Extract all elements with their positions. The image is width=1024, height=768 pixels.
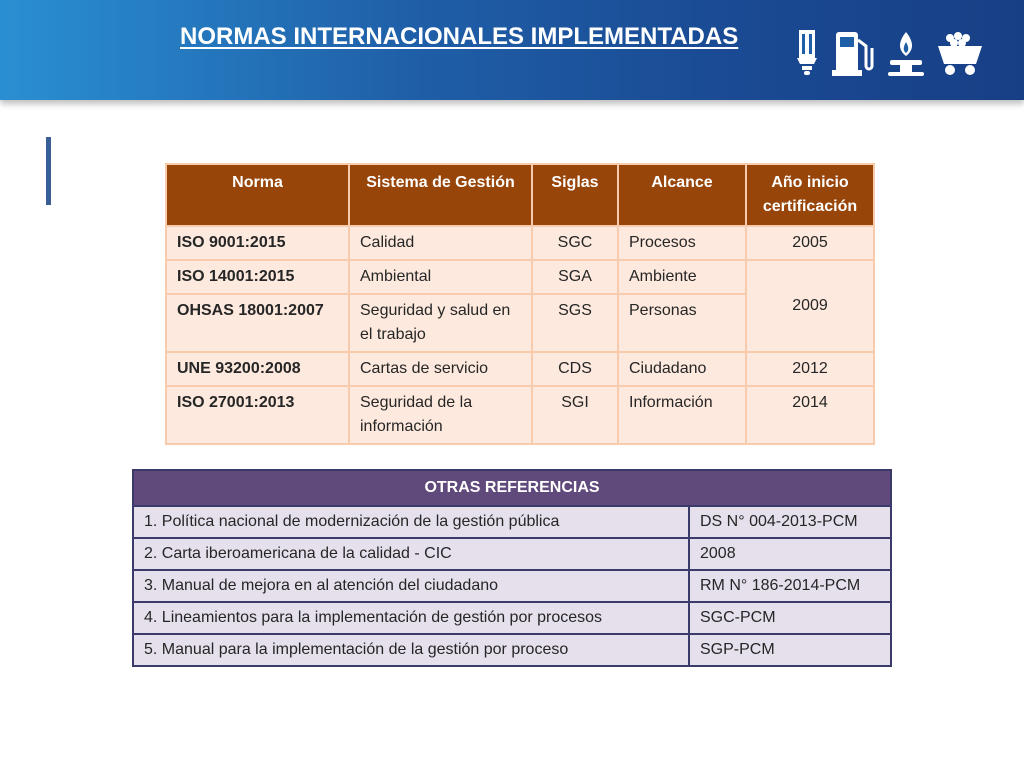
sistema-cell: Seguridad y salud en el trabajo [349,294,532,352]
table-row [133,506,891,538]
norma-cell: OHSAS 18001:2007 [166,294,349,352]
alcance-cell: Ambiente [618,260,746,294]
norma-cell: ISO 14001:2015 [166,260,349,294]
norma-cell: ISO 27001:2013 [166,386,349,444]
alcance-cell: Ciudadano [618,352,746,386]
table-row [133,538,891,570]
reference-description: 4. Lineamientos para la implementación de gestión por procesos [133,602,689,634]
sector-icons [790,28,990,78]
slide-title: NORMAS INTERNACIONALES IMPLEMENTADAS [180,23,739,50]
reference-description: 5. Manual para la implementación de la gestión por proceso [133,634,689,666]
table-row [166,226,874,260]
fuel-pump-icon [830,28,874,78]
norma-cell: ISO 9001:2015 [166,226,349,260]
siglas-cell: SGS [532,294,618,352]
sistema-cell: Calidad [349,226,532,260]
reference-description: 2. Carta iberoamericana de la calidad - CIC [133,538,689,570]
anio-cell: 2009 [746,260,874,352]
table-header-row [166,164,874,226]
anio-cell: 2005 [746,226,874,260]
accent-bar [46,137,51,205]
gas-flame-icon [886,28,926,78]
header-banner [0,0,1024,100]
table-row [133,570,891,602]
header-norma: Norma [166,164,349,226]
anio-cell: 2012 [746,352,874,386]
table-row [166,352,874,386]
alcance-cell: Procesos [618,226,746,260]
sistema-cell: Seguridad de la información [349,386,532,444]
reference-description: 1. Política nacional de modernización de la gestión pública [133,506,689,538]
otras-referencias-table [132,469,892,667]
reference-code: RM N° 186-2014-PCM [689,570,891,602]
header-siglas: Siglas [532,164,618,226]
mine-cart-icon [936,28,984,78]
siglas-cell: SGC [532,226,618,260]
siglas-cell: CDS [532,352,618,386]
table-header-row [133,470,891,506]
reference-code: SGP-PCM [689,634,891,666]
reference-code: DS N° 004-2013-PCM [689,506,891,538]
reference-description: 3. Manual de mejora en al atención del ciudadano [133,570,689,602]
norma-cell: UNE 93200:2008 [166,352,349,386]
reference-code: SGC-PCM [689,602,891,634]
table-row [133,634,891,666]
anio-cell: 2014 [746,386,874,444]
sistema-cell: Cartas de servicio [349,352,532,386]
header-alcance: Alcance [618,164,746,226]
reference-code: 2008 [689,538,891,570]
alcance-cell: Información [618,386,746,444]
normas-table [165,163,875,445]
header-sistema: Sistema de Gestión [349,164,532,226]
sistema-cell: Ambiental [349,260,532,294]
table-row [166,386,874,444]
light-bulb-icon [792,28,822,78]
table-row [166,260,874,294]
alcance-cell: Personas [618,294,746,352]
siglas-cell: SGI [532,386,618,444]
table-row [133,602,891,634]
referencias-title: OTRAS REFERENCIAS [133,470,891,506]
siglas-cell: SGA [532,260,618,294]
header-anio: Año inicio certificación [746,164,874,226]
